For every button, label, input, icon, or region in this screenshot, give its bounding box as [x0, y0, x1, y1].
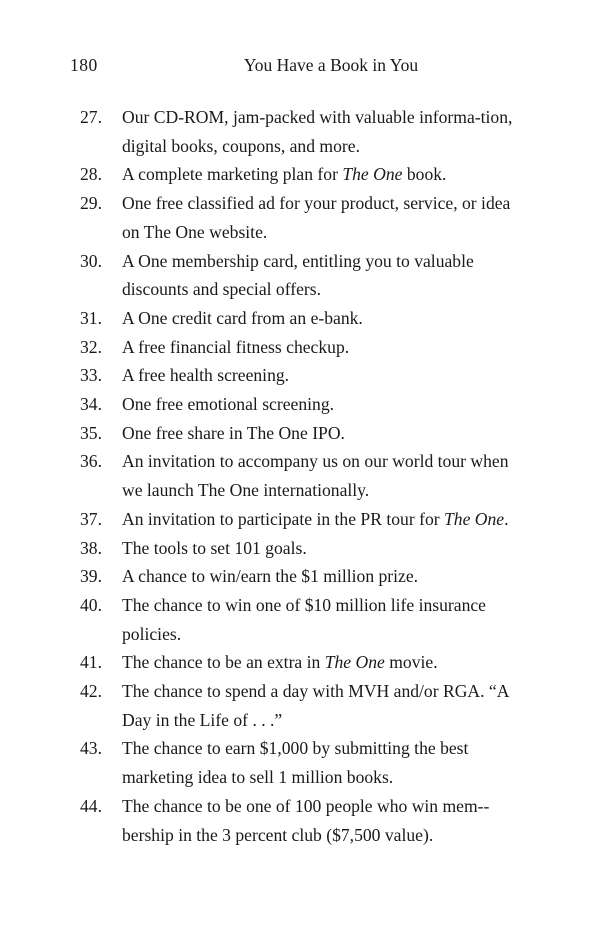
item-text	[122, 534, 520, 563]
item-text	[122, 591, 520, 648]
item-text-segment: The chance to spend a day with MVH and/or RGA. “A Day in the Life of . . .”	[122, 681, 509, 730]
list-item	[80, 734, 520, 791]
item-text-segment: The chance to be an extra in	[122, 652, 325, 673]
italic-title-text: The One	[324, 652, 385, 673]
item-text	[122, 304, 520, 333]
item-text-segment: The chance to win one of $10 million life insurance policies.	[122, 594, 486, 644]
item-number: 35.	[80, 422, 102, 443]
item-text-segment: book.	[402, 164, 447, 185]
item-text-segment: A One membership card, entitling you to valuable discounts and special offers.	[122, 250, 474, 300]
list-item	[80, 333, 520, 362]
item-text	[122, 792, 520, 849]
list-item	[80, 189, 520, 246]
item-text	[122, 562, 520, 591]
item-text-segment: .	[504, 508, 509, 529]
italic-title-text: The One	[444, 508, 505, 529]
item-text-segment: A One credit card from an e-bank.	[122, 307, 363, 328]
list-item	[80, 591, 520, 648]
book-title: You Have a Book in You	[243, 55, 419, 75]
item-number: 34.	[80, 394, 102, 415]
item-number: 44.	[80, 795, 102, 816]
list-item	[80, 361, 520, 390]
item-text-segment: Our CD-ROM, jam-packed with valuable informa-tion, digital books, coupons, and more.	[122, 107, 513, 156]
item-text-segment: One free emotional screening.	[122, 394, 335, 415]
item-text	[122, 390, 520, 419]
item-text	[122, 333, 520, 362]
item-number: 33.	[80, 365, 102, 386]
list-item	[80, 419, 520, 448]
item-text-segment: An invitation to participate in the PR tour for	[122, 508, 445, 529]
item-text	[122, 447, 520, 504]
list-item	[80, 447, 520, 504]
item-number: 38.	[80, 537, 102, 558]
item-text	[122, 648, 520, 677]
item-text	[122, 361, 520, 390]
item-text	[122, 103, 520, 160]
item-text-segment: A free health screening.	[122, 365, 290, 386]
item-text-segment: The chance to earn $1,000 by submitting the best marketing idea to sell 1 million books.	[122, 738, 469, 788]
list-item	[80, 103, 520, 160]
list-item	[80, 304, 520, 333]
item-text	[122, 189, 520, 246]
item-text-segment: One free classified ad for your product, service, or idea on The One website.	[122, 193, 511, 242]
italic-title-text: The One	[342, 164, 403, 185]
item-text	[122, 677, 520, 734]
item-number: 37.	[80, 508, 102, 529]
item-number: 43.	[80, 738, 102, 759]
item-text-segment: The tools to set 101 goals.	[122, 537, 307, 558]
item-number: 27.	[80, 107, 102, 127]
running-head	[70, 55, 530, 81]
item-text	[122, 734, 520, 791]
item-number: 36.	[80, 451, 102, 472]
item-number: 31.	[80, 307, 102, 328]
item-text	[122, 160, 520, 189]
numbered-list	[80, 103, 520, 849]
list-item	[80, 677, 520, 734]
item-number: 39.	[80, 566, 102, 587]
item-number: 32.	[80, 336, 102, 357]
item-number: 30.	[80, 250, 102, 271]
list-item	[80, 534, 520, 563]
list-item	[80, 160, 520, 189]
item-text-segment: An invitation to accompany us on our world tour when we launch The One internationally.	[122, 451, 509, 501]
list-item	[80, 505, 520, 534]
item-number: 28.	[80, 164, 102, 185]
page-number: 180	[70, 55, 98, 75]
item-text-segment: One free share in The One IPO.	[122, 422, 345, 443]
list-item	[80, 247, 520, 304]
item-text-segment: movie.	[384, 652, 438, 673]
item-text-segment: A chance to win/earn the $1 million prize.	[122, 566, 419, 587]
item-text-segment: The chance to be one of 100 people who win mem-bership in the 3 percent club ($7,500 value).	[122, 795, 490, 845]
item-number: 40.	[80, 594, 102, 615]
item-text	[122, 505, 520, 534]
item-text-segment: A free financial fitness checkup.	[122, 336, 350, 357]
list-item	[80, 390, 520, 419]
item-text	[122, 247, 520, 304]
list-item	[80, 562, 520, 591]
list-item	[80, 792, 520, 849]
item-number: 41.	[80, 652, 102, 673]
item-number: 29.	[80, 193, 102, 214]
item-text	[122, 419, 520, 448]
item-number: 42.	[80, 681, 102, 702]
list-item	[80, 648, 520, 677]
item-text-segment: A complete marketing plan for	[122, 164, 343, 185]
